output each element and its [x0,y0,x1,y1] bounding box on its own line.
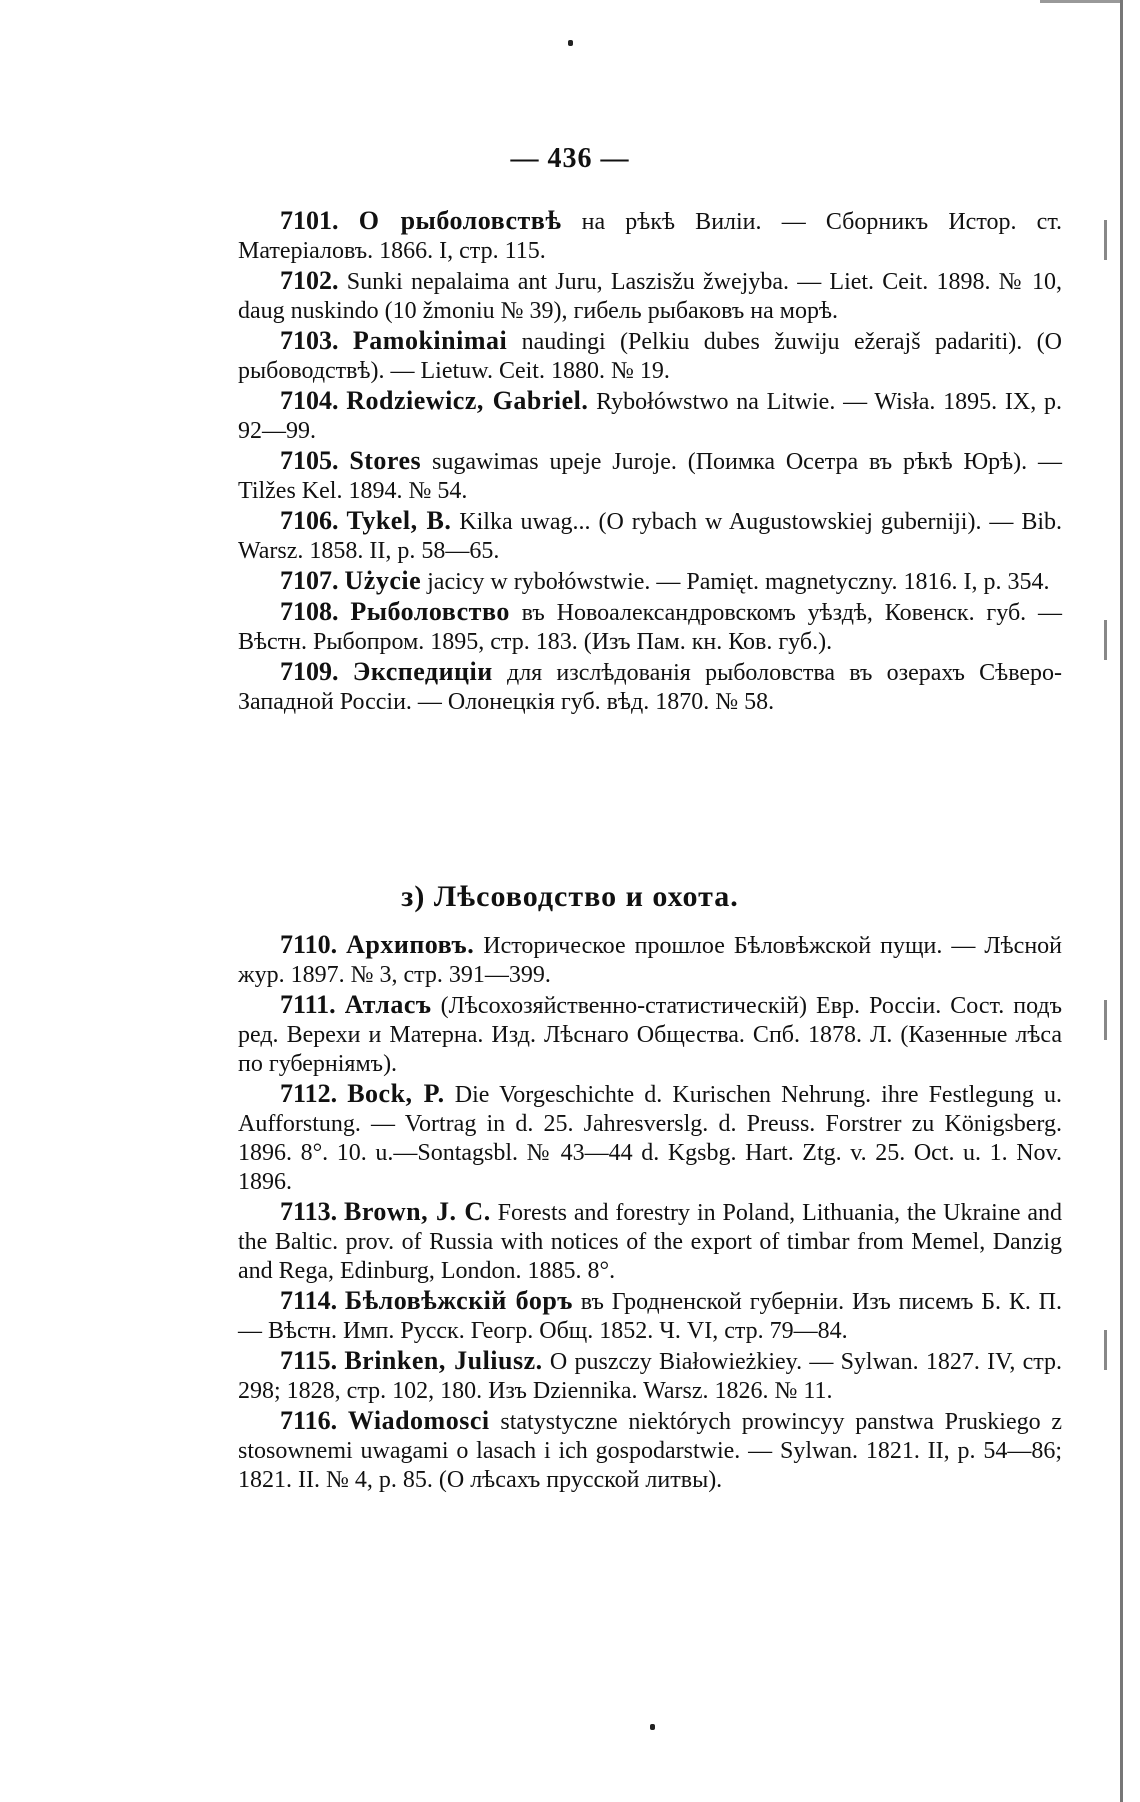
bibliography-entry: 7113. Brown, J. C. Forests and forestry in Poland, Lithuania, the Ukraine and the Baltic. prov. of Russia with notices of the export of timbar from Memel, Danzig and Rega, Edinburg, London. 1885. 8°. [238,1197,1063,1284]
entries-fishery [238,206,1062,717]
scan-margin-mark [1104,1000,1107,1040]
bibliography-entry: 7115. Brinken, Juliusz. O puszczy Białowieżkiey. — Sylwan. 1827. IV, стр. 298; 1828, стр. 102, 180. Изъ Dziennika. Warsz. 1826. № 11. [238,1346,1062,1404]
bibliography-entry: 7114. Бѣловѣжскій боръ въ Гродненской губерніи. Изъ писемъ Б. К. П. — Вѣстн. Имп. Русск. Геогр. Общ. 1852. Ч. VI, стр. 79—84. [238,1286,1062,1344]
bibliography-entry: 7108. Рыболовство въ Новоалександровскомъ уѣздѣ, Ковенск. губ. — Вѣстн. Рыбопром. 1895, стр. 183. (Изъ Пам. кн. Ков. губ.). [238,597,1063,655]
entries-forestry [238,930,1062,1495]
scan-margin-mark [1104,620,1107,660]
section-heading: з) Лѣсоводство и охота. [401,880,739,913]
bibliography-entry: 7104. Rodziewicz, Gabriel. Rybołówstwo na Litwie. — Wisła. 1895. IX, p. 92—99. [238,386,1063,444]
bibliography-entry: 7105. Stores sugawimas upeje Juroje. (Поимка Осетра въ рѣкѣ Юрѣ). — Tilžes Kel. 1894. № 54. [238,446,1062,504]
bibliography-entry: 7112. Bock, P. Die Vorgeschichte d. Kurischen Nehrung. ihre Festlegung u. Aufforstung. — Vortrag in d. 25. Jahresverslg. d. Preuss. Forstrer zu Königsberg. 1896. 8°. 10. u.—Sontagsbl. № 43—44 d. Kgsbg. Hart. Ztg. v. 25. Oct. u. 1. Nov. 1896. [238,1079,1063,1195]
bibliography-entry: 7102. Sunki nepalaima ant Juru, Laszisžu žwejyba. — Liet. Ceit. 1898. № 10, daug nuskindo (10 žmoniu № 39), гибель рыбаковъ на морѣ. [238,266,1063,324]
bibliography-entry: 7107. Użycie jacicy w rybołówstwie. — Pamięt. magnetyczny. 1816. I, p. 354. [280,566,1050,595]
scan-speck [568,40,573,46]
scan-margin-mark [1104,1330,1107,1370]
bibliography-entry: 7111. Атласъ (Лѣсохозяйственно-статистическій) Евр. Россіи. Сост. подъ ред. Верехи и Матерна. Изд. Лѣснаго Общества. Спб. 1878. Л. (Казенные лѣса по губерніямъ). [238,990,1063,1077]
page-number: — 436 — [510,143,630,174]
scan-speck [650,1724,655,1730]
scan-edge-top [1040,0,1122,3]
bibliography-entry: 7110. Архиповъ. Историческое прошлое Бѣловѣжской пущи. — Лѣсной жур. 1897. № 3, стр. 391—399. [238,930,1063,988]
bibliography-entry: 7103. Pamokinimai naudingi (Pelkiu dubes žuwiju ežerajš padariti). (О рыбоводствѣ). — Lietuw. Ceit. 1880. № 19. [238,326,1063,384]
bibliography-entry: 7116. Wiadomosci statystyczne niektórych prowincyy panstwa Pruskiego z stosownemi uwagami o lasach i ich gospodarstwie. — Sylwan. 1821. II, p. 54—86; 1821. II. № 4, p. 85. (О лѣсахъ прусской литвы). [238,1406,1063,1493]
bibliography-entry: 7101. О рыболовствѣ на рѣкѣ Виліи. — Сборникъ Истор. ст. Матеріаловъ. 1866. I, стр. 115. [238,206,1063,264]
bibliography-entry: 7106. Tykel, B. Kilka uwag... (O rybach w Augustowskiej guberniji). — Bib. Warsz. 1858. II, p. 58—65. [238,506,1063,564]
bibliography-entry: 7109. Экспедиціи для изслѣдованія рыболовства въ озерахъ Сѣверо-Западной Россіи. — Олонецкія губ. вѣд. 1870. № 58. [238,657,1063,715]
scan-margin-mark [1104,220,1107,260]
